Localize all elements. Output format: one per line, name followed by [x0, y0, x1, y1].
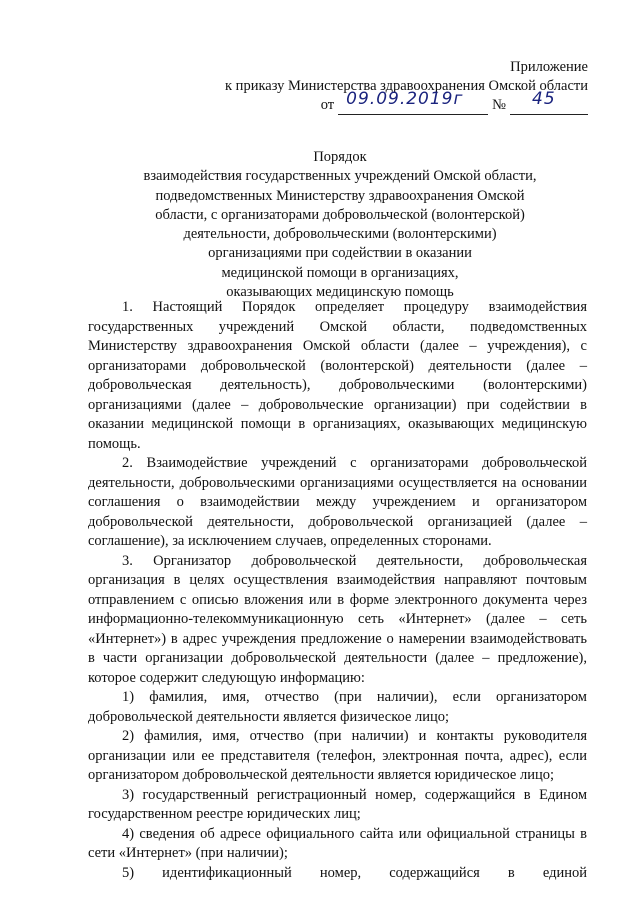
title-line: подведомственных Министерству здравоохранения Омской: [155, 187, 525, 204]
order-date-number: [225, 89, 588, 115]
title-line: области, с организаторами добровольческой (волонтерской): [155, 206, 525, 223]
title-line: организациями при содействии в оказании: [208, 245, 472, 262]
title-line: взаимодействия государственных учреждений Омской области,: [143, 168, 537, 185]
list-item-4: 4) сведения об адресе официального сайта или официальной страницы в сети «Интернет» (при наличии);: [88, 825, 587, 861]
handwritten-number: 45: [532, 89, 556, 109]
order-reference: к приказу Министерства здравоохранения Омской области: [225, 78, 588, 94]
list-item-5: 5) идентификационный номер, содержащийся в единой: [122, 864, 587, 881]
list-item-2: 2) фамилия, имя, отчество (при наличии) и контакты руководителя организации или ее представителя (телефон, электронная почта, адрес), если организатором добровольческой деятельности является юридическое лицо;: [88, 728, 587, 783]
paragraph-3: 3. Организатор добровольческой деятельности, добровольческая организация в целях осуществления взаимодействия направляют почтовым отправлением с описью вложения или в форме электронного документа через информационно-телекоммуникационную сеть «Интернет» (далее – сеть «Интернет») в адрес учреждения предложение о намерении взаимодействовать в части организации добровольческой деятельности (далее – предложение), которое содержит следующую информацию:: [88, 552, 587, 686]
paragraph-2: 2. Взаимодействие учреждений с организаторами добровольческой деятельности, добровольческими организациями осуществляется на основании соглашения о взаимодействии между учреждением и организатором добровольческой деятельности, добровольческой организацией (далее – соглашение), за исключением случаев, определенных сторонами.: [88, 455, 587, 549]
title-line: оказывающих медицинскую помощь: [226, 284, 454, 301]
document-title: [100, 148, 580, 302]
document-body: [88, 298, 587, 883]
appendix-header: [225, 58, 588, 115]
number-field: [510, 89, 588, 115]
paragraph-1: 1. Настоящий Порядок определяет процедуру взаимодействия государственных учреждений Омской области, подведомственных Министерству здравоохранения Омской области (далее – учреждения), с организаторами добровольческой (волонтерской) деятельности (далее – добровольческая деятельность), добровольческими (волонтерскими) организациями (далее – добровольческие организации) при содействии в оказании медицинской помощи в организациях, оказывающих медицинскую помощь.: [88, 299, 587, 452]
date-prefix: от: [320, 97, 335, 113]
list-item-3: 3) государственный регистрационный номер, содержащийся в Едином государственном реестре юридических лиц;: [88, 786, 587, 822]
number-prefix: №: [492, 97, 506, 113]
list-item-1: 1) фамилия, имя, отчество (при наличии), если организатором добровольческой деятельности является физическое лицо;: [88, 689, 587, 725]
appendix-label: Приложение: [510, 59, 588, 75]
date-field: [338, 89, 488, 115]
title-line: деятельности, добровольческими (волонтерскими): [183, 226, 497, 243]
title-line: Порядок: [313, 149, 367, 165]
title-line: медицинской помощи в организациях,: [221, 264, 459, 281]
handwritten-date: 09.09.2019г: [346, 89, 464, 109]
